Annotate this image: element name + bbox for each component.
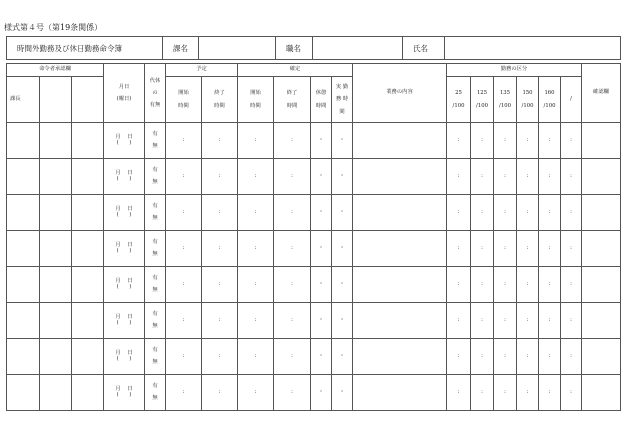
no-option[interactable]: 無 — [152, 358, 158, 365]
actual-work-cell[interactable]: ・ — [332, 195, 353, 231]
planned-start-cell[interactable]: : — [166, 339, 202, 375]
rate-150-cell[interactable]: : — [517, 159, 539, 195]
form-title: 時間外勤務及び休日勤務命令簿 — [7, 37, 163, 60]
confirmed-end-cell[interactable]: : — [274, 231, 311, 267]
chief-approval-cell[interactable] — [7, 339, 40, 375]
table-row — [7, 123, 621, 159]
duty-content-cell[interactable] — [353, 303, 447, 339]
planned-group-header: 予定 — [166, 64, 238, 77]
substitute-cell[interactable] — [145, 123, 166, 159]
substitute-line-2: の — [152, 89, 158, 96]
class-group-header: 勤務の区分 — [447, 64, 582, 77]
rate-160-cell[interactable]: : — [539, 159, 561, 195]
rate-160-cell[interactable]: : — [539, 339, 561, 375]
rate-value: 135 — [499, 90, 511, 97]
confirmed-start-line-2: 時間 — [250, 102, 261, 109]
approval-cell-2[interactable] — [40, 231, 72, 267]
confirmed-start-cell[interactable]: : — [238, 231, 274, 267]
approval-cell-2[interactable] — [40, 267, 72, 303]
actual-work-cell[interactable]: ・ — [332, 231, 353, 267]
approval-cell-3[interactable] — [72, 339, 104, 375]
chief-approval-cell[interactable] — [7, 303, 40, 339]
duty-content-cell[interactable] — [353, 339, 447, 375]
rate-150-header — [517, 77, 539, 123]
yes-option[interactable]: 有 — [152, 202, 158, 209]
rate-150-cell[interactable]: : — [517, 375, 539, 411]
confirm-cell[interactable] — [582, 123, 621, 159]
substitute-header — [145, 64, 166, 123]
approval-cell-3[interactable] — [72, 159, 104, 195]
table-row — [7, 339, 621, 375]
approver-blank-2 — [40, 77, 72, 123]
month-day-label: 月日 — [118, 83, 130, 90]
confirm-cell[interactable] — [582, 375, 621, 411]
rate-160-cell[interactable]: : — [539, 231, 561, 267]
substitute-cell[interactable] — [145, 195, 166, 231]
date-cell[interactable] — [104, 339, 145, 375]
rate-blank-cell[interactable]: : — [561, 375, 582, 411]
duty-content-cell[interactable] — [353, 195, 447, 231]
planned-end-line-1: 終了 — [214, 90, 225, 97]
rate-25-cell[interactable]: : — [447, 303, 471, 339]
rate-160-cell[interactable]: : — [539, 375, 561, 411]
rate-160-cell[interactable]: : — [539, 123, 561, 159]
planned-start-line-1: 開始 — [178, 90, 189, 97]
confirmed-start-cell[interactable]: : — [238, 303, 274, 339]
rate-135-cell[interactable]: : — [494, 303, 517, 339]
actual-work-cell[interactable]: ・ — [332, 303, 353, 339]
confirm-cell[interactable] — [582, 159, 621, 195]
approval-cell-2[interactable] — [40, 159, 72, 195]
chief-approval-cell[interactable] — [7, 195, 40, 231]
rate-value: 150 — [522, 90, 533, 97]
no-option[interactable]: 無 — [152, 286, 158, 293]
confirmed-end-cell[interactable]: : — [274, 339, 311, 375]
actual-work-line-2: 務 時 — [335, 96, 349, 103]
rate-blank-cell[interactable]: : — [561, 267, 582, 303]
date-cell[interactable] — [104, 195, 145, 231]
month-day-text: 月 日 — [115, 242, 133, 249]
rate-135-cell[interactable]: : — [494, 159, 517, 195]
actual-work-cell[interactable]: ・ — [332, 375, 353, 411]
no-option[interactable]: 無 — [152, 178, 158, 185]
rate-150-cell[interactable]: : — [517, 303, 539, 339]
rate-25-cell[interactable]: : — [447, 159, 471, 195]
yes-option[interactable]: 有 — [152, 310, 158, 317]
chief-approval-cell[interactable] — [7, 375, 40, 411]
rate-125-cell[interactable]: : — [471, 159, 494, 195]
rate-125-cell[interactable]: : — [471, 339, 494, 375]
rate-150-cell[interactable]: : — [517, 195, 539, 231]
month-day-text: 月 日 — [115, 386, 133, 393]
substitute-cell[interactable] — [145, 303, 166, 339]
month-day-text: 月 日 — [115, 134, 133, 141]
rate-135-cell[interactable]: : — [494, 231, 517, 267]
table-row — [7, 231, 621, 267]
date-cell[interactable] — [104, 159, 145, 195]
substitute-cell[interactable] — [145, 159, 166, 195]
rate-150-cell[interactable]: : — [517, 123, 539, 159]
rate-value: 25 — [455, 90, 462, 97]
break-time-cell[interactable]: ・ — [311, 339, 332, 375]
weekday-parens: ( ) — [116, 283, 132, 290]
form-number-label: 様式第４号（第19条関係） — [4, 23, 103, 32]
confirmed-end-cell[interactable]: : — [274, 195, 311, 231]
planned-start-header — [166, 77, 202, 123]
confirmed-end-header — [274, 77, 311, 123]
planned-end-cell[interactable]: : — [202, 375, 238, 411]
duty-content-cell[interactable] — [353, 375, 447, 411]
break-time-cell[interactable]: ・ — [311, 159, 332, 195]
confirmed-end-line-1: 終了 — [286, 90, 298, 97]
rate-denominator: /100 — [476, 102, 488, 109]
duty-content-header: 業務の内容 — [353, 64, 447, 123]
rate-blank-cell[interactable]: : — [561, 339, 582, 375]
actual-work-line-1: 実 勤 — [335, 84, 349, 91]
confirm-cell[interactable] — [582, 195, 621, 231]
chief-approval-cell[interactable] — [7, 123, 40, 159]
break-time-cell[interactable]: ・ — [311, 375, 332, 411]
approver-blank-3 — [72, 77, 104, 123]
break-time-line-1: 休憩 — [315, 90, 327, 97]
planned-start-cell[interactable]: : — [166, 303, 202, 339]
position-field[interactable] — [313, 37, 403, 60]
rate-25-cell[interactable]: : — [447, 195, 471, 231]
planned-start-cell[interactable]: : — [166, 159, 202, 195]
date-cell[interactable] — [104, 303, 145, 339]
break-time-cell[interactable]: ・ — [311, 231, 332, 267]
approval-cell-3[interactable] — [72, 123, 104, 159]
date-cell[interactable] — [104, 267, 145, 303]
approval-cell-2[interactable] — [40, 339, 72, 375]
planned-end-cell[interactable]: : — [202, 231, 238, 267]
rate-135-cell[interactable]: : — [494, 123, 517, 159]
rate-125-cell[interactable]: : — [471, 195, 494, 231]
planned-end-cell[interactable]: : — [202, 267, 238, 303]
weekday-parens: ( ) — [116, 391, 132, 398]
rate-blank-cell[interactable]: : — [561, 195, 582, 231]
rate-135-cell[interactable]: : — [494, 339, 517, 375]
no-option[interactable]: 無 — [152, 322, 158, 329]
table-row — [7, 159, 621, 195]
confirmed-start-cell[interactable]: : — [238, 339, 274, 375]
weekday-parens: ( ) — [116, 211, 132, 218]
rate-160-cell[interactable]: : — [539, 303, 561, 339]
rate-value: 125 — [476, 90, 488, 97]
planned-end-line-2: 時間 — [214, 102, 225, 109]
weekday-parens: ( ) — [116, 355, 132, 362]
rate-135-cell[interactable]: : — [494, 195, 517, 231]
substitute-line-1: 代休 — [149, 77, 161, 84]
confirmed-end-cell[interactable]: : — [274, 375, 311, 411]
planned-start-line-2: 時間 — [178, 102, 189, 109]
actual-work-cell[interactable]: ・ — [332, 159, 353, 195]
planned-start-cell[interactable]: : — [166, 267, 202, 303]
order-table — [6, 63, 621, 411]
planned-start-cell[interactable]: : — [166, 195, 202, 231]
yes-option[interactable]: 有 — [152, 130, 158, 137]
actual-work-cell[interactable]: ・ — [332, 267, 353, 303]
substitute-cell[interactable] — [145, 375, 166, 411]
break-time-cell[interactable]: ・ — [311, 303, 332, 339]
name-label: 氏名 — [403, 37, 445, 60]
approval-cell-3[interactable] — [72, 231, 104, 267]
weekday-label: (曜日) — [116, 96, 132, 102]
actual-work-cell[interactable]: ・ — [332, 123, 353, 159]
confirm-header: 確認欄 — [582, 64, 621, 123]
planned-end-cell[interactable]: : — [202, 339, 238, 375]
planned-start-cell[interactable]: : — [166, 375, 202, 411]
confirmed-start-cell[interactable]: : — [238, 375, 274, 411]
month-day-text: 月 日 — [115, 314, 133, 321]
yes-option[interactable]: 有 — [152, 274, 158, 281]
approval-cell-2[interactable] — [40, 375, 72, 411]
table-row — [7, 303, 621, 339]
rate-125-cell[interactable]: : — [471, 231, 494, 267]
duty-content-cell[interactable] — [353, 159, 447, 195]
table-row — [7, 267, 621, 303]
planned-start-cell[interactable]: : — [166, 123, 202, 159]
position-label: 職名 — [276, 37, 313, 60]
duty-content-cell[interactable] — [353, 123, 447, 159]
duty-content-cell[interactable] — [353, 267, 447, 303]
break-time-line-2: 時間 — [315, 102, 327, 109]
table-row — [7, 375, 621, 411]
rate-blank-cell[interactable]: : — [561, 123, 582, 159]
month-day-text: 月 日 — [115, 206, 133, 213]
no-option[interactable]: 無 — [152, 142, 158, 149]
confirmed-start-cell[interactable]: : — [238, 267, 274, 303]
break-time-cell[interactable]: ・ — [311, 123, 332, 159]
planned-end-cell[interactable]: : — [202, 159, 238, 195]
yes-option[interactable]: 有 — [152, 238, 158, 245]
date-cell[interactable] — [104, 231, 145, 267]
rate-160-cell[interactable]: : — [539, 267, 561, 303]
rate-denominator: /100 — [543, 102, 556, 109]
confirmed-start-header — [238, 77, 274, 123]
approval-cell-3[interactable] — [72, 303, 104, 339]
rate-25-cell[interactable]: : — [447, 339, 471, 375]
approval-cell-3[interactable] — [72, 267, 104, 303]
section-field[interactable] — [199, 37, 276, 60]
rate-denominator: /100 — [452, 102, 465, 109]
chief-approval-cell[interactable] — [7, 159, 40, 195]
duty-content-cell[interactable] — [353, 231, 447, 267]
chief-approval-cell[interactable] — [7, 231, 40, 267]
confirmed-end-cell[interactable]: : — [274, 267, 311, 303]
rate-blank-cell[interactable]: : — [561, 303, 582, 339]
approval-cell-2[interactable] — [40, 123, 72, 159]
chief-approval-cell[interactable] — [7, 267, 40, 303]
rate-135-cell[interactable]: : — [494, 375, 517, 411]
approval-cell-2[interactable] — [40, 303, 72, 339]
planned-start-cell[interactable]: : — [166, 231, 202, 267]
date-header — [104, 64, 145, 123]
approval-cell-3[interactable] — [72, 195, 104, 231]
rate-125-cell[interactable]: : — [471, 303, 494, 339]
approval-cell-2[interactable] — [40, 195, 72, 231]
substitute-cell[interactable] — [145, 339, 166, 375]
break-time-header — [311, 77, 332, 123]
section-chief-header: 課長 — [7, 77, 40, 123]
planned-end-cell[interactable]: : — [202, 123, 238, 159]
date-cell[interactable] — [104, 375, 145, 411]
planned-end-cell[interactable]: : — [202, 303, 238, 339]
yes-option[interactable]: 有 — [152, 382, 158, 389]
confirmed-end-cell[interactable]: : — [274, 123, 311, 159]
rate-blank-header — [561, 77, 582, 123]
confirm-cell[interactable] — [582, 303, 621, 339]
rate-value: 160 — [544, 90, 555, 97]
confirm-cell[interactable] — [582, 339, 621, 375]
rate-denominator: /100 — [521, 102, 534, 109]
weekday-parens: ( ) — [116, 319, 132, 326]
rate-160-cell[interactable]: : — [539, 195, 561, 231]
no-option[interactable]: 無 — [152, 394, 158, 401]
yes-option[interactable]: 有 — [152, 346, 158, 353]
rate-denominator: /100 — [499, 102, 511, 109]
approval-group-header: 命令者承認欄 — [7, 64, 104, 77]
rate-25-cell[interactable]: : — [447, 123, 471, 159]
rate-denominator: / — [570, 96, 572, 103]
confirmed-end-cell[interactable]: : — [274, 159, 311, 195]
confirmed-end-cell[interactable]: : — [274, 303, 311, 339]
no-option[interactable]: 無 — [152, 250, 158, 257]
actual-work-cell[interactable]: ・ — [332, 339, 353, 375]
confirmed-start-cell[interactable]: : — [238, 195, 274, 231]
confirmed-start-line-1: 開始 — [250, 90, 261, 97]
planned-end-header — [202, 77, 238, 123]
weekday-parens: ( ) — [116, 139, 132, 146]
header-table — [6, 36, 621, 60]
confirm-cell[interactable] — [582, 267, 621, 303]
weekday-parens: ( ) — [116, 247, 132, 254]
section-label: 課名 — [163, 37, 199, 60]
name-field[interactable] — [445, 37, 621, 60]
actual-work-header — [332, 77, 353, 123]
rate-blank-cell[interactable]: : — [561, 231, 582, 267]
confirmed-start-cell[interactable]: : — [238, 159, 274, 195]
confirmed-end-line-2: 時間 — [286, 102, 298, 109]
break-time-cell[interactable]: ・ — [311, 267, 332, 303]
break-time-cell[interactable]: ・ — [311, 195, 332, 231]
yes-option[interactable]: 有 — [152, 166, 158, 173]
substitute-cell[interactable] — [145, 231, 166, 267]
confirmed-group-header: 確定 — [238, 64, 353, 77]
no-option[interactable]: 無 — [152, 214, 158, 221]
month-day-text: 月 日 — [115, 170, 133, 177]
confirm-cell[interactable] — [582, 231, 621, 267]
substitute-cell[interactable] — [145, 267, 166, 303]
rate-150-cell[interactable]: : — [517, 267, 539, 303]
rate-125-cell[interactable]: : — [471, 123, 494, 159]
rate-135-cell[interactable]: : — [494, 267, 517, 303]
date-cell[interactable] — [104, 123, 145, 159]
planned-end-cell[interactable]: : — [202, 195, 238, 231]
rate-150-cell[interactable]: : — [517, 231, 539, 267]
weekday-parens: ( ) — [116, 175, 132, 182]
table-row — [7, 195, 621, 231]
rate-125-cell[interactable]: : — [471, 375, 494, 411]
actual-work-line-3: 間 — [339, 108, 345, 115]
rate-25-cell[interactable]: : — [447, 267, 471, 303]
rate-160-header — [539, 77, 561, 123]
rate-25-cell[interactable]: : — [447, 375, 471, 411]
rate-blank-cell[interactable]: : — [561, 159, 582, 195]
substitute-line-3: 有無 — [149, 102, 161, 109]
rate-150-cell[interactable]: : — [517, 339, 539, 375]
rate-25-cell[interactable]: : — [447, 231, 471, 267]
confirmed-start-cell[interactable]: : — [238, 123, 274, 159]
rate-25-header — [447, 77, 471, 123]
approval-cell-3[interactable] — [72, 375, 104, 411]
month-day-text: 月 日 — [115, 278, 133, 285]
month-day-text: 月 日 — [115, 350, 133, 357]
rate-125-cell[interactable]: : — [471, 267, 494, 303]
rate-125-header — [471, 77, 494, 123]
rate-135-header — [494, 77, 517, 123]
